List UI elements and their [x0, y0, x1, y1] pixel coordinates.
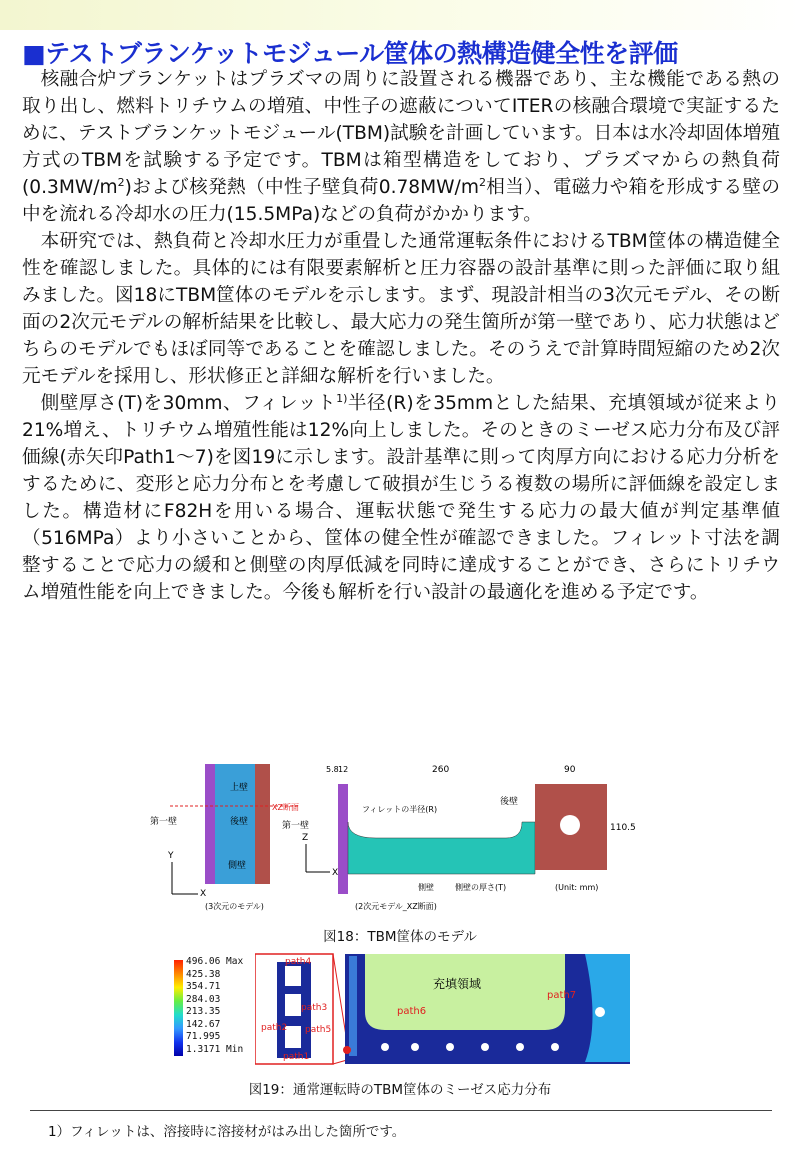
- label-side-wall-3d: 側壁: [228, 861, 247, 871]
- cooling-hole: [551, 1043, 559, 1051]
- label-2d-model: (2次元モデル_XZ断面): [355, 902, 437, 911]
- dim-110-5: 110.5: [610, 823, 636, 833]
- label-axis-x-3d: X: [200, 889, 207, 899]
- label-path6: path6: [397, 1006, 427, 1017]
- label-axis-x-2d: X: [332, 868, 339, 878]
- zoom-connector: [333, 1060, 347, 1064]
- legend-value: 284.03: [186, 993, 221, 1005]
- legend-value: 1.3171 Min: [186, 1043, 244, 1055]
- path-marker: [343, 1046, 351, 1054]
- coolant-region-2d: [348, 822, 535, 874]
- label-path1: path1: [283, 1052, 310, 1062]
- legend-value: 425.38: [186, 968, 221, 980]
- legend-color-bar: [174, 960, 183, 1056]
- footnote: 1）フィレットは、溶接時に溶接材がはみ出した箇所です。: [48, 1124, 406, 1140]
- dim-90: 90: [564, 765, 576, 775]
- legend-value: 496.06 Max: [186, 956, 244, 967]
- figure-18: [150, 762, 650, 914]
- figure-19: [170, 952, 630, 1067]
- label-axis-z: Z: [302, 833, 309, 843]
- label-side-wall-2d: 側壁: [418, 883, 434, 892]
- label-axis-y: Y: [168, 851, 174, 861]
- dim-5-8: 5.8: [326, 765, 339, 774]
- first-wall-3d: [205, 764, 215, 884]
- figure-18-caption: 図18：TBM筐体のモデル: [323, 929, 477, 945]
- stress-legend: [170, 956, 255, 1061]
- stress-distribution-diagram: [255, 952, 630, 1067]
- zoom-channel: [285, 1026, 301, 1048]
- cooling-hole: [516, 1043, 524, 1051]
- paragraph-3: 側壁厚さ(T)を30mm、フィレット$^{1)}$半径(R)を35mmとした結果、充填領域が従来より21%増え、トリチウム増殖性能は12%向上しました。そのときのミーゼス応力分布及び評価線(赤矢印Path1～7)を図19に示します。設計基準に則って肉厚方向における応力分析をするために、変形と応力分布とを考慮して破損が生じうる複数の場所に評価線を設定しました。構造材にF82Hを用いる場合、運転状態で発生する応力の最大値が判定基準値（516MPa）より小さいことから、筐体の健全性が確認できました。フィレット寸法を調整することで応力の緩和と側壁の肉厚低減を同時に達成することができ、さらにトリチウム増殖性能を向上できました。今後も解析を行い設計の最適化を進める予定です。: [22, 391, 780, 603]
- figure-19-caption: 図19：通常運転時のTBM筐体のミーゼス応力分布: [248, 1082, 552, 1098]
- label-path2: path2: [261, 1023, 288, 1033]
- page-title: ■テストブランケットモジュール筐体の熱構造健全性を評価: [22, 39, 678, 68]
- dim-12: 12: [338, 765, 349, 774]
- fill-region: [365, 954, 565, 1030]
- header-band: [0, 0, 800, 30]
- zoom-channel: [285, 994, 301, 1016]
- cooling-hole: [481, 1043, 489, 1051]
- label-back-wall-2d: 後壁: [500, 797, 519, 807]
- footnote-divider: [30, 1110, 772, 1111]
- label-top-wall: 上壁: [230, 783, 249, 793]
- label-path5: path5: [305, 1025, 332, 1035]
- legend-value: 213.35: [186, 1006, 221, 1017]
- zoom-connector: [333, 954, 347, 1042]
- paragraph-1: 核融合炉ブランケットはプラズマの周りに設置される機器であり、主な機能である熱の取り出し、燃料トリチウムの増殖、中性子の遮蔽についてITERの核融合環境で実証するために、テストブランケットモジュール(TBM)試験を計画しています。日本は水冷却固体増殖方式のTBMを試験する予定です。TBMは箱型構造をしており、プラズマからの熱負荷$(0.3MW/m^2)$および核発熱（中性子壁負荷$0.78MW/m^2$相当）、電磁力や箱を形成する壁の中を流れる冷却水の圧力(15.5MPa)などの負荷がかかります。: [22, 69, 780, 225]
- zoom-channel: [285, 966, 301, 986]
- cooling-hole: [595, 1007, 605, 1017]
- label-path7: path7: [547, 990, 577, 1001]
- label-3d-model: (3次元のモデル): [205, 902, 264, 911]
- label-path3: path3: [301, 1003, 328, 1013]
- legend-value: 71.995: [186, 1031, 221, 1042]
- label-fill-region: 充填領域: [433, 977, 482, 991]
- cooling-hole: [381, 1043, 389, 1051]
- cooling-hole: [446, 1043, 454, 1051]
- label-first-wall-3d: 第一壁: [150, 817, 178, 827]
- cooling-hole: [411, 1043, 419, 1051]
- label-path4: path4: [285, 957, 312, 967]
- label-fillet-radius: フィレットの半径(R): [362, 805, 438, 814]
- legend-values: [186, 956, 243, 1056]
- label-back-wall-3d: 後壁: [230, 817, 249, 827]
- first-wall-2d: [338, 784, 348, 894]
- legend-value: 142.67: [186, 1018, 221, 1030]
- dim-260: 260: [432, 765, 450, 775]
- legend-value: 354.71: [186, 981, 221, 992]
- paragraph-2: 本研究では、熱負荷と冷却水圧力が重畳した通常運転条件におけるTBM筐体の構造健全性を確認しました。具体的には有限要素解析と圧力容器の設計基準に則った評価に取り組みました。図18にTBM筐体のモデルを示します。まず、現設計相当の3次元モデル、その断面の2次元モデルの解析結果を比較し、最大応力の発生箇所が第一壁であり、応力状態はどちらのモデルでもほぼ同等であることを確認しました。そのうえで計算時間短縮のため2次元モデルを採用し、形状修正と詳細な解析を行いました。: [22, 231, 780, 387]
- label-side-thickness: 側壁の厚さ(T): [455, 883, 507, 892]
- label-section: XZ断面: [272, 803, 299, 812]
- label-unit: (Unit: mm): [555, 883, 599, 892]
- tbm-model-diagram: [150, 762, 650, 914]
- body-text: [22, 66, 780, 606]
- back-plate-3d: [255, 764, 270, 884]
- label-first-wall-2d: 第一壁: [282, 821, 310, 831]
- first-wall-channels: [349, 956, 357, 1056]
- plate-hole: [560, 815, 580, 835]
